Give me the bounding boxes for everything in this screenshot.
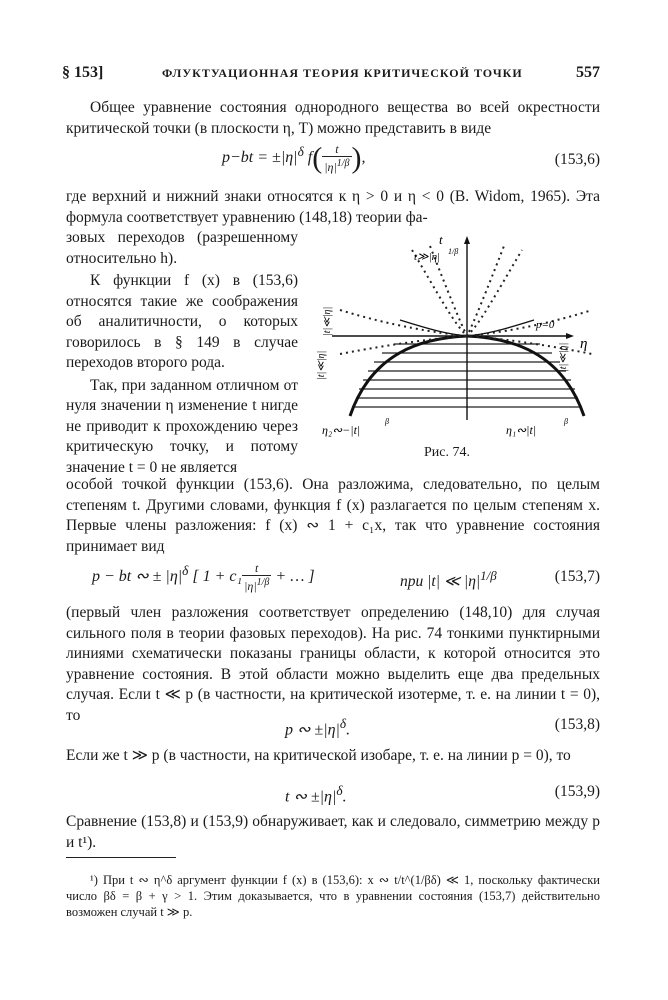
equation-153-6: $p-bt = \pm|\eta|^\delta$ f( $\frac{t}{|\eta|^{1/\beta}}$ ), (222, 141, 366, 175)
paragraph-7 (66, 812, 600, 853)
eq-153-9-tail: . (342, 788, 347, 806)
equation-153-9 (285, 783, 347, 806)
eq-153-7-den-sup: 1/β (256, 577, 270, 588)
label-eta2-beta: β (385, 417, 389, 426)
eq-153-6-fraction (322, 143, 351, 174)
label-eta2: η₂∾−|t| (322, 423, 361, 437)
eq-153-6-num: t (322, 143, 351, 157)
paragraph-6-text: Если же t ≫ p (в частности, на критической изобаре, т. е. на линии p = 0), то (66, 747, 571, 764)
dotted-boundaries (340, 246, 592, 354)
footnote (66, 872, 600, 920)
eq-153-8-sup: δ (339, 716, 347, 731)
eq-153-7-lhs: p − bt ∾ ± |η| (92, 568, 183, 586)
eq-153-8-tail: . (346, 721, 351, 739)
label-right: |t|≪|η| (558, 342, 569, 372)
eq-153-7-open: [ 1 + c₁ (188, 568, 243, 586)
eq-153-7-num: t (242, 562, 271, 576)
eq-153-6-lhs: p−bt = ±|η| (222, 149, 298, 167)
paragraph-4-narrow-text: Так, при заданном отличном от нуля значении η изменение t нигде не приводит к прохождению через критическую точку, и потому значение t = 0 не является (66, 376, 298, 476)
eq-153-6-den: |η| (324, 160, 337, 174)
label-top-sup: 1/β (448, 247, 459, 256)
paragraph-6 (66, 746, 600, 767)
t-axis-arrow (464, 236, 470, 244)
page-number: 557 (576, 64, 600, 81)
eq-153-7-den: |η| (244, 579, 257, 593)
paragraph-2-full (66, 187, 600, 228)
figure-74-diagram (312, 232, 602, 442)
eq-153-8-expr: p ∾ ±|η| (285, 721, 340, 739)
label-left-lower: |t|≪|η| (316, 350, 327, 380)
running-title: ФЛУКТУАЦИОННАЯ ТЕОРИЯ КРИТИЧЕСКОЙ ТОЧКИ (162, 66, 523, 80)
paragraph-1-text: Общее уравнение состояния однородного вещества во всей окрестности критической точки (в плоскости η, T) можно представить в виде (66, 99, 600, 137)
narrow-column (66, 228, 298, 478)
running-header (62, 64, 600, 88)
label-eta1-beta: β (564, 417, 568, 426)
eta-axis-arrow (566, 333, 574, 339)
paragraph-5 (66, 603, 600, 726)
eq-153-6-den-sup: 1/β (336, 158, 350, 169)
eq-153-7-fraction (242, 562, 271, 593)
figure-caption: Рис. 74. (424, 445, 470, 460)
equation-153-9-label: (153,9) (554, 783, 600, 800)
paragraph-2-narrow-text: зовых переходов (разрешенному относительно h). (66, 229, 298, 267)
paragraph-5-text: (первый член разложения соответствует определению (148,10) для случая сильного поля в теории фазовых переходов). На рис. 74 тонкими пунктирными линиями схематически показаны границы области, к которой относится это уравнение состояния. В этой области можно выделить еще два предельных случая. Если t ≪ p (в частности, на критической изотерме, т. е. на линии t = 0), то (66, 604, 600, 724)
eq-153-9-expr: t ∾ ±|η| (285, 788, 337, 806)
label-t-axis: t (439, 232, 443, 247)
paragraph-4-full (66, 475, 600, 557)
figure-74 (312, 232, 602, 442)
label-left-upper: |t|≪|η| (322, 306, 333, 336)
eq-153-6-tail: , (361, 149, 366, 167)
footnote-text: ¹) При t ∾ η^δ аргумент функции f (x) в (153,6): x ∾ t/t^(1/βδ) ≪ 1, поскольку фактически число βδ = β + γ > 1. Этим доказывается, что в уравнении состояния (153,7) действительно возможен случай t ≫ p. (66, 873, 600, 919)
label-p0: p=0 (536, 319, 555, 331)
equation-153-6-label: (153,6) (554, 151, 600, 168)
eq-153-7-cond: при |t| ≪ |η| (400, 573, 481, 591)
equation-153-7-label: (153,7) (554, 568, 600, 585)
label-eta1: η₁∾|t| (506, 423, 537, 437)
paragraph-3-text: К функции f (x) в (153,6) относятся такие же соображения об аналитичности, о которых говорилось в § 149 в случае переходов второго рода. (66, 272, 298, 371)
equation-153-7-condition (400, 568, 497, 591)
label-top: t≫|η| (414, 251, 441, 263)
label-eta-axis: η (580, 336, 588, 352)
equation-153-8 (285, 716, 350, 739)
eq-153-9-sup: δ (336, 783, 343, 798)
equation-153-7 (92, 562, 315, 593)
section-number: § 153] (62, 64, 104, 81)
paragraph-2-full-text: где верхний и нижний знаки относятся к η > 0 и η < 0 (B. Widom, 1965). Эта формула соответствует уравнению (148,18) теории фа- (66, 188, 600, 226)
eq-153-7-close: + … ] (271, 568, 315, 586)
footnote-divider (66, 857, 176, 858)
paragraph-7-text: Сравнение (153,8) и (153,9) обнаруживает, как и следовало, симметрию между p и t¹). (66, 813, 600, 851)
paragraph-4-full-text: особой точкой функции (153,6). Она разложима, следовательно, по целым степеням t. Другими словами, функция f (x) разлагается по целым степеням x. Первые члены разложения: f (x) ∾ 1 + c₁x, так что уравнение состояния принимает вид (66, 476, 600, 555)
equation-153-8-label: (153,8) (554, 716, 600, 733)
eq-153-6-func: f (303, 149, 313, 167)
paragraph-1 (66, 98, 600, 139)
eq-153-7-sup: δ (182, 562, 189, 578)
eq-153-6-sup: δ (297, 143, 304, 159)
eq-153-7-cond-sup: 1/β (480, 568, 497, 583)
